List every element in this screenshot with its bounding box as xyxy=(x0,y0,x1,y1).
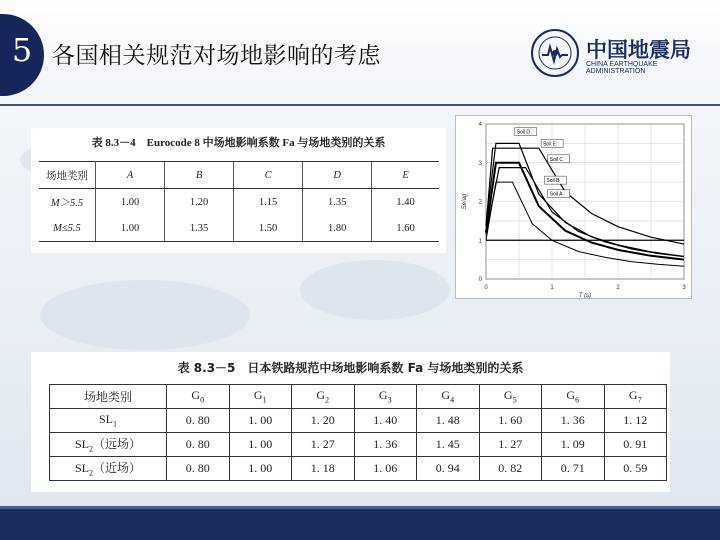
table-cell: 0. 80 xyxy=(167,457,230,481)
table-cell: 1. 60 xyxy=(479,409,542,433)
response-spectrum-chart xyxy=(456,116,691,298)
map-decoration xyxy=(40,280,250,350)
header-subscript: 4 xyxy=(450,395,455,405)
header-letter: G xyxy=(628,388,638,403)
table-row xyxy=(50,433,667,457)
row-label-suffix: （远场） xyxy=(93,437,142,452)
cea-emblem-icon xyxy=(530,28,580,78)
y-tick-label: 3 xyxy=(478,160,482,167)
header-cell: E xyxy=(372,162,439,189)
table-cell: 0. 80 xyxy=(167,433,230,457)
legend-label: Soil A xyxy=(549,191,563,198)
table-cell: 1. 00 xyxy=(229,409,292,433)
row-label xyxy=(50,433,167,457)
row-label-suffix: （近场） xyxy=(93,461,142,476)
table-cell: 0. 80 xyxy=(167,409,230,433)
table-row xyxy=(50,409,667,433)
header-cell xyxy=(542,385,605,409)
japan-railway-table xyxy=(49,384,667,481)
header-subscript: 5 xyxy=(512,395,517,405)
table-cell: 1. 18 xyxy=(292,457,355,481)
header-cell xyxy=(167,385,230,409)
y-tick-label: 4 xyxy=(478,122,482,128)
table-cell: 1. 45 xyxy=(417,433,480,457)
header-cell: C xyxy=(234,162,303,189)
header-subscript: 0 xyxy=(200,395,205,405)
japan-table-panel xyxy=(31,352,670,492)
table-cell: 1.60 xyxy=(372,215,439,242)
header-cell xyxy=(479,385,542,409)
header-cell xyxy=(292,385,355,409)
eurocode-table xyxy=(39,161,439,242)
row-label-subscript: 2 xyxy=(89,468,93,478)
table-cell: 1. 00 xyxy=(229,457,292,481)
slide-footer xyxy=(0,506,720,540)
table-cell: 1. 00 xyxy=(229,433,292,457)
header-letter: G xyxy=(378,388,388,403)
eurocode-table-panel xyxy=(31,128,446,253)
header-cell xyxy=(354,385,417,409)
table-cell: 1.15 xyxy=(234,189,303,216)
table-cell: 0. 91 xyxy=(604,433,667,457)
map-decoration xyxy=(300,260,450,320)
table-cell: 1. 48 xyxy=(417,409,480,433)
header-letter: G xyxy=(253,388,263,403)
legend-label: Soil E xyxy=(543,141,557,148)
logo-text-en: CHINA EARTHQUAKE ADMINISTRATION xyxy=(586,61,658,75)
slide-header xyxy=(0,0,720,108)
legend-label: Soil B xyxy=(546,178,560,185)
y-axis-label: Se/ag xyxy=(462,193,468,210)
table-cell: 1.00 xyxy=(96,215,165,242)
header-cell xyxy=(417,385,480,409)
table-cell: 1.50 xyxy=(234,215,303,242)
table-cell: 1.35 xyxy=(165,215,234,242)
table-cell: 1.20 xyxy=(165,189,234,216)
x-tick-label: 1 xyxy=(550,285,554,291)
logo-text-cn: 中国地震局 xyxy=(586,38,691,62)
table-cell: 0. 94 xyxy=(417,457,480,481)
table-header-row xyxy=(39,162,439,189)
table-row xyxy=(50,457,667,481)
header-letter: G xyxy=(503,388,513,403)
x-tick-label: 0 xyxy=(484,285,488,291)
table-cell: 0. 59 xyxy=(604,457,667,481)
header-cell: B xyxy=(165,162,234,189)
table-cell: 1. 36 xyxy=(354,433,417,457)
slide-number: 5 xyxy=(11,31,33,69)
header-subscript: 2 xyxy=(325,395,330,405)
header-letter: G xyxy=(441,388,451,403)
header-subscript: 7 xyxy=(637,395,642,405)
table-cell: 1.35 xyxy=(303,189,372,216)
spectrum-chart-panel xyxy=(455,115,692,299)
row-label: M≤5.5 xyxy=(39,215,96,242)
table-cell: 1. 09 xyxy=(542,433,605,457)
table1-caption: 表 8.3－4 Eurocode 8 中场地影响系数 Fa 与场地类别的关系 xyxy=(91,137,386,149)
header-cell: A xyxy=(96,162,165,189)
row-label-prefix: SL xyxy=(74,437,89,452)
table-cell: 1.40 xyxy=(372,189,439,216)
header-cell xyxy=(604,385,667,409)
y-tick-label: 2 xyxy=(478,199,482,206)
header-cell: 场地类别 xyxy=(39,162,96,189)
table2-caption: 表 8.3－5 日本铁路规范中场地影响系数 Fa 与场地类别的关系 xyxy=(177,361,524,375)
table-cell: 0. 71 xyxy=(542,457,605,481)
legend-label: Soil D xyxy=(516,129,531,136)
table-cell: 1. 40 xyxy=(354,409,417,433)
table-cell: 1. 27 xyxy=(292,433,355,457)
header-letter: G xyxy=(191,388,201,403)
row-label-subscript: 2 xyxy=(89,444,93,454)
header-divider xyxy=(0,104,720,106)
header-cell: 场地类别 xyxy=(50,385,167,409)
table-cell: 1. 36 xyxy=(542,409,605,433)
y-tick-label: 0 xyxy=(478,277,482,283)
table-cell: 1.80 xyxy=(303,215,372,242)
row-label-subscript: 1 xyxy=(113,419,117,429)
row-label xyxy=(50,409,167,433)
table-row xyxy=(39,215,439,242)
header-subscript: 3 xyxy=(387,395,392,405)
table-row xyxy=(39,189,439,216)
header-subscript: 1 xyxy=(262,395,267,405)
logo xyxy=(530,28,710,78)
row-label-prefix: SL xyxy=(74,461,89,476)
footer-divider xyxy=(0,506,720,509)
slide-title: 各国相关规范对场地影响的考虑 xyxy=(52,43,381,69)
table-cell: 1. 20 xyxy=(292,409,355,433)
row-label-prefix: SL xyxy=(98,412,113,427)
header-letter: G xyxy=(316,388,326,403)
row-label: M＞5.5 xyxy=(39,189,96,216)
header-cell xyxy=(229,385,292,409)
y-tick-label: 1 xyxy=(478,238,482,245)
header-subscript: 6 xyxy=(575,395,580,405)
table-cell: 1. 06 xyxy=(354,457,417,481)
table-cell: 1.00 xyxy=(96,189,165,216)
x-axis-label: T (s) xyxy=(578,293,592,298)
legend-label: Soil C xyxy=(549,156,564,163)
table-cell: 1. 27 xyxy=(479,433,542,457)
table-cell: 1. 12 xyxy=(604,409,667,433)
table-header-row xyxy=(50,385,667,409)
row-label xyxy=(50,457,167,481)
x-tick-label: 2 xyxy=(616,285,620,291)
table-cell: 0. 82 xyxy=(479,457,542,481)
header-cell: D xyxy=(303,162,372,189)
header-letter: G xyxy=(566,388,576,403)
x-tick-label: 3 xyxy=(682,285,686,291)
